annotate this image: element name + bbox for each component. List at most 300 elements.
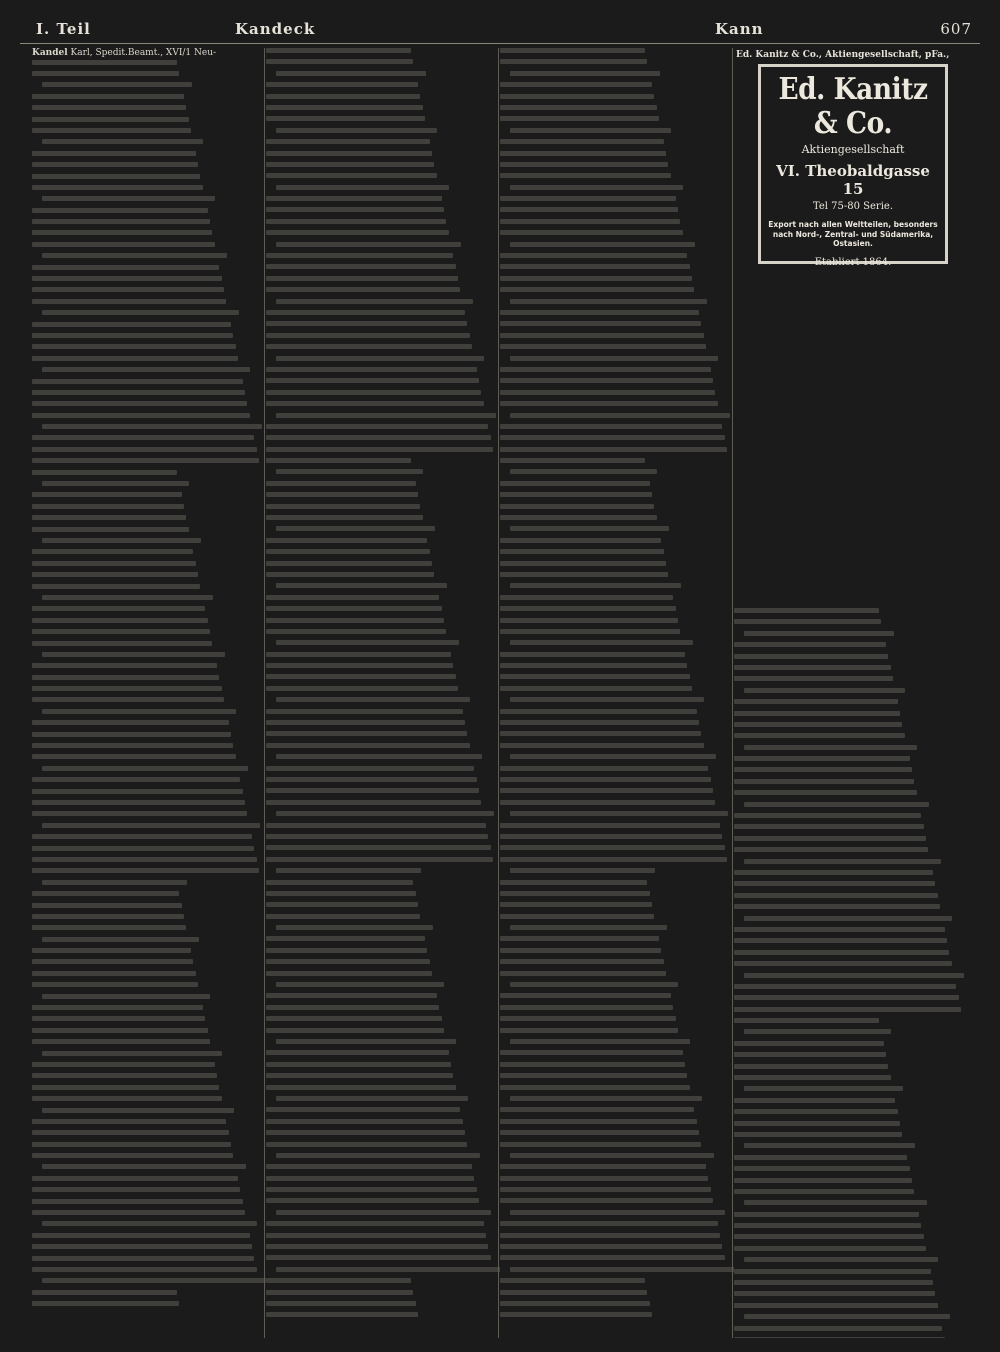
illegible-entry-line [266, 378, 479, 383]
illegible-entry-line [32, 606, 205, 611]
illegible-entry-line [500, 971, 666, 976]
illegible-entry-line [500, 1107, 694, 1112]
ad-subtitle: Aktiengesellschaft [801, 143, 905, 156]
illegible-entry-line [500, 1050, 683, 1055]
illegible-entry-line [266, 709, 463, 714]
illegible-entry-line [510, 1210, 725, 1215]
illegible-entry-line [500, 162, 668, 167]
illegible-entry-line [500, 105, 657, 110]
ad-established: Etabliert 1864. [814, 256, 892, 268]
illegible-entry-line [734, 779, 914, 784]
illegible-entry-line [266, 788, 479, 793]
illegible-entry-line [32, 948, 191, 953]
illegible-entry-line [266, 219, 446, 224]
illegible-entry-line [500, 959, 664, 964]
illegible-entry-line [32, 903, 182, 908]
illegible-entry-line [734, 665, 891, 670]
illegible-entry-line [500, 59, 647, 64]
illegible-entry-line [500, 800, 715, 805]
illegible-entry-line [32, 128, 191, 133]
illegible-entry-line [734, 1280, 933, 1285]
illegible-entry-line [266, 1278, 411, 1283]
page-header [20, 18, 980, 44]
illegible-entry-line [266, 766, 474, 771]
illegible-entry-line [500, 1062, 685, 1067]
illegible-entry-line [734, 1223, 921, 1228]
illegible-entry-line [500, 481, 650, 486]
illegible-entry-line [500, 287, 694, 292]
illegible-entry-line [42, 1051, 222, 1056]
right-catchword: Kann [715, 20, 764, 38]
illegible-entry-line [266, 663, 453, 668]
illegible-entry-line [32, 732, 231, 737]
illegible-entry-line [42, 1164, 246, 1169]
illegible-entry-line [266, 674, 456, 679]
illegible-entry-line [500, 606, 676, 611]
illegible-entry-line [276, 356, 484, 361]
illegible-entry-line [266, 606, 442, 611]
illegible-entry-line [32, 447, 257, 452]
illegible-entry-line [734, 1052, 886, 1057]
illegible-entry-line [276, 413, 496, 418]
illegible-entry-line [266, 595, 439, 600]
illegible-entry-line [266, 1085, 456, 1090]
illegible-entry-line [734, 1132, 902, 1137]
illegible-entry-line [734, 1212, 919, 1217]
illegible-entry-line [276, 925, 433, 930]
left-catchword: Kandeck [235, 20, 316, 38]
illegible-entry-line [500, 845, 725, 850]
illegible-entry-line [266, 936, 425, 941]
illegible-entry-line [32, 1142, 231, 1147]
illegible-entry-line [510, 1267, 734, 1272]
illegible-entry-line [32, 94, 184, 99]
illegible-entry-line [500, 515, 657, 520]
illegible-entry-line [32, 230, 212, 235]
illegible-entry-line [266, 1176, 474, 1181]
illegible-entry-line [32, 1210, 245, 1215]
illegible-entry-line [266, 993, 437, 998]
advertisement-box [758, 64, 948, 268]
illegible-entry-line [32, 641, 212, 646]
illegible-entry-line [32, 379, 243, 384]
illegible-entry-line [32, 413, 250, 418]
illegible-entry-line [744, 1029, 891, 1034]
illegible-entry-line [734, 927, 945, 932]
illegible-entry-line [734, 950, 949, 955]
illegible-entry-line [266, 458, 411, 463]
illegible-entry-line [266, 1142, 467, 1147]
illegible-entry-line [500, 538, 661, 543]
illegible-entry-line [500, 492, 652, 497]
illegible-entry-line [42, 253, 227, 258]
illegible-entry-line [500, 1119, 697, 1124]
illegible-entry-line [734, 767, 912, 772]
illegible-entry-line [266, 902, 418, 907]
illegible-entry-line [266, 230, 449, 235]
illegible-entry-line [734, 984, 956, 989]
illegible-entry-line [42, 481, 189, 486]
illegible-entry-line [266, 618, 444, 623]
illegible-entry-line [32, 1039, 210, 1044]
illegible-entry-line [500, 914, 654, 919]
illegible-entry-line [266, 424, 488, 429]
illegible-entry-line [32, 1244, 252, 1249]
illegible-entry-line [500, 1198, 713, 1203]
illegible-entry-line [500, 595, 673, 600]
illegible-entry-line [500, 333, 704, 338]
illegible-entry-line [266, 59, 413, 64]
illegible-entry-line [266, 1016, 442, 1021]
illegible-entry-line [500, 1085, 690, 1090]
illegible-entry-line [32, 71, 179, 76]
illegible-entry-line [266, 1119, 463, 1124]
illegible-entry-line [500, 618, 678, 623]
illegible-entry-line [266, 196, 442, 201]
illegible-entry-line [42, 1108, 234, 1113]
illegible-entry-line [266, 834, 488, 839]
illegible-entry-line [500, 936, 659, 941]
illegible-entry-line [276, 697, 470, 702]
illegible-entry-line [32, 1267, 257, 1272]
illegible-entry-line [500, 823, 720, 828]
illegible-entry-line [500, 1255, 725, 1260]
illegible-entry-line [266, 264, 456, 269]
illegible-entry-line [734, 836, 926, 841]
illegible-entry-line [32, 777, 240, 782]
illegible-entry-line [266, 401, 484, 406]
illegible-entry-line [734, 893, 938, 898]
illegible-entry-line [32, 344, 236, 349]
illegible-entry-line [266, 1130, 465, 1135]
illegible-entry-line [32, 618, 208, 623]
illegible-entry-line [500, 151, 666, 156]
illegible-entry-line [266, 310, 465, 315]
illegible-entry-line [500, 1187, 711, 1192]
illegible-entry-line [266, 1255, 491, 1260]
illegible-entry-line [510, 811, 728, 816]
illegible-entry-line [266, 686, 458, 691]
illegible-entry-line [500, 777, 711, 782]
illegible-entry-line [500, 891, 650, 896]
illegible-entry-line [500, 424, 722, 429]
illegible-entry-line [266, 435, 491, 440]
illegible-entry-line [500, 1164, 706, 1169]
illegible-entry-line [500, 766, 708, 771]
illegible-entry-line [500, 572, 668, 577]
illegible-entry-line [266, 276, 458, 281]
illegible-entry-line [500, 48, 645, 53]
illegible-entry-line [500, 902, 652, 907]
illegible-entry-line [734, 1064, 888, 1069]
illegible-entry-line [266, 720, 465, 725]
entry-name: Kandel [32, 48, 68, 58]
illegible-entry-line [500, 447, 727, 452]
illegible-entry-line [32, 1130, 229, 1135]
illegible-entry-line [276, 1267, 500, 1272]
illegible-entry-line [500, 857, 727, 862]
illegible-entry-line [42, 595, 213, 600]
illegible-entry-line [276, 1153, 480, 1158]
illegible-entry-line [32, 504, 184, 509]
illegible-entry-line [500, 435, 725, 440]
illegible-entry-line [500, 401, 718, 406]
illegible-entry-line [266, 959, 430, 964]
illegible-entry-line [32, 971, 196, 976]
ad-telephone: Tel 75-80 Serie. [812, 201, 894, 212]
illegible-entry-line [32, 287, 224, 292]
illegible-entry-line [32, 982, 198, 987]
illegible-entry-line [42, 139, 203, 144]
illegible-entry-line [510, 356, 718, 361]
directory-entry [32, 48, 266, 60]
illegible-entry-line [32, 1176, 238, 1181]
illegible-entry-line [266, 629, 446, 634]
illegible-entry-line [276, 71, 426, 76]
part-label: I. Teil [36, 20, 91, 38]
illegible-entry-line [744, 688, 905, 693]
illegible-entry-line [276, 1096, 468, 1101]
illegible-entry-line [266, 116, 425, 121]
illegible-entry-line [266, 857, 493, 862]
illegible-entry-line [734, 608, 879, 613]
illegible-entry-line [42, 766, 248, 771]
illegible-entry-line [276, 469, 423, 474]
illegible-entry-line [32, 265, 219, 270]
illegible-entry-line [734, 1098, 895, 1103]
illegible-entry-line [32, 754, 236, 759]
illegible-entry-line [32, 492, 182, 497]
illegible-entry-line [734, 1166, 910, 1171]
illegible-entry-line [510, 1039, 690, 1044]
illegible-entry-line [32, 1119, 226, 1124]
illegible-entry-line [500, 1244, 722, 1249]
illegible-entry-line [32, 299, 226, 304]
illegible-entry-line [500, 173, 671, 178]
illegible-entry-line [500, 743, 704, 748]
advertisement-heading: Ed. Kanitz & Co., Aktiengesellschaft, pFa., [736, 50, 950, 60]
illegible-entry-line [266, 538, 427, 543]
illegible-entry-line [734, 824, 924, 829]
illegible-entry-line [42, 709, 236, 714]
illegible-entry-line [276, 754, 482, 759]
illegible-entry-line [500, 1312, 652, 1317]
illegible-entries [500, 48, 734, 1317]
illegible-entry-line [734, 1041, 884, 1046]
illegible-entry-line [734, 1246, 926, 1251]
illegible-entry-line [32, 1199, 243, 1204]
illegible-entry-line [734, 1018, 879, 1023]
illegible-entry-line [734, 733, 905, 738]
illegible-entry-line [42, 367, 250, 372]
illegible-entry-line [32, 857, 257, 862]
illegible-entry-line [32, 1096, 222, 1101]
illegible-entry-line [276, 526, 435, 531]
illegible-entry-line [510, 413, 730, 418]
illegible-entry-line [276, 640, 459, 645]
illegible-entry-line [266, 333, 470, 338]
illegible-entry-line [266, 1073, 453, 1078]
illegible-entry-line [266, 1221, 484, 1226]
illegible-entry-line [32, 333, 233, 338]
illegible-entry-line [276, 811, 494, 816]
illegible-entry-line [500, 663, 687, 668]
ad-address: VI. Theobaldgasse 15 [776, 162, 930, 198]
illegible-entry-line [510, 868, 655, 873]
illegible-entry-line [266, 367, 477, 372]
illegible-entry-line [510, 299, 707, 304]
illegible-entry-line [32, 834, 252, 839]
illegible-entry-line [734, 1269, 931, 1274]
illegible-entry-line [32, 1153, 233, 1158]
illegible-entry-line [266, 321, 467, 326]
illegible-entry-line [734, 756, 910, 761]
illegible-entry-line [266, 1233, 486, 1238]
illegible-entry-line [32, 697, 224, 702]
illegible-entry-line [734, 1109, 898, 1114]
illegible-entry-line [42, 82, 192, 87]
illegible-entry-line [500, 276, 692, 281]
illegible-entry-line [734, 938, 947, 943]
illegible-entry-line [32, 686, 222, 691]
illegible-entry-line [32, 185, 203, 190]
illegible-entry-line [266, 344, 472, 349]
illegible-entry-line [276, 1039, 456, 1044]
illegible-entry-line [276, 299, 473, 304]
illegible-entry-line [276, 242, 461, 247]
illegible-entry-line [32, 663, 217, 668]
illegible-entry-line [734, 676, 893, 681]
illegible-entry-line [276, 868, 421, 873]
illegible-entry-line [500, 629, 680, 634]
illegible-entry-line [500, 1005, 673, 1010]
illegible-entry-line [500, 219, 680, 224]
illegible-entry-line [266, 731, 467, 736]
illegible-entry-line [734, 1291, 935, 1296]
illegible-entry-line [500, 993, 671, 998]
illegible-entry-line [500, 1290, 647, 1295]
illegible-entry-line [32, 1005, 203, 1010]
illegible-entry-line [32, 470, 177, 475]
illegible-entry-line [500, 1278, 645, 1283]
illegible-entry-line [500, 674, 690, 679]
illegible-entry-line [32, 356, 238, 361]
illegible-entry-line [32, 435, 254, 440]
illegible-entry-line [32, 174, 200, 179]
illegible-entry-line [500, 1233, 720, 1238]
illegible-entry-line [510, 128, 671, 133]
illegible-entry-line [734, 1075, 891, 1080]
illegible-entry-line [32, 561, 196, 566]
illegible-entry-line [510, 925, 667, 930]
illegible-entry-line [734, 1189, 914, 1194]
illegible-entry-line [32, 276, 222, 281]
illegible-entry-line [500, 880, 647, 885]
illegible-entry-line [266, 1198, 479, 1203]
illegible-entry-line [32, 549, 193, 554]
illegible-entry-line [32, 401, 247, 406]
illegible-entry-line [500, 709, 697, 714]
illegible-entry-line [734, 813, 921, 818]
illegible-entry-line [734, 699, 898, 704]
illegible-entry-line [32, 868, 259, 873]
illegible-entry-line [510, 697, 704, 702]
illegible-entry-line [734, 642, 886, 647]
illegible-entry-line [42, 652, 225, 657]
illegible-entry-line [32, 117, 189, 122]
illegible-entry-line [500, 1028, 678, 1033]
illegible-entry-line [510, 71, 660, 76]
illegible-entry-line [510, 1096, 702, 1101]
illegible-entry-line [32, 242, 215, 247]
illegible-entry-line [500, 1130, 699, 1135]
illegible-entry-line [42, 994, 210, 999]
illegible-entry-line [32, 162, 198, 167]
illegible-entry-line [266, 162, 434, 167]
illegible-entry-line [500, 1221, 718, 1226]
illegible-entry-line [734, 847, 928, 852]
illegible-entry-line [500, 788, 713, 793]
directory-column-1 [32, 48, 266, 1338]
illegible-entry-line [266, 82, 418, 87]
illegible-entry-line [266, 253, 453, 258]
illegible-entry-line [266, 1301, 416, 1306]
illegible-entry-line [734, 711, 900, 716]
illegible-entry-line [500, 1301, 650, 1306]
illegible-entry-line [500, 1142, 701, 1147]
illegible-entry-line [744, 916, 952, 921]
illegible-entry-line [500, 230, 683, 235]
illegible-entry-line [744, 859, 941, 864]
illegible-entry-line [734, 1121, 900, 1126]
illegible-entry-line [500, 310, 699, 315]
illegible-entry-line [500, 196, 676, 201]
illegible-entry-line [500, 264, 690, 269]
illegible-entry-line [266, 390, 481, 395]
illegible-entry-line [42, 823, 260, 828]
illegible-entry-line [266, 139, 430, 144]
illegible-entry-line [32, 925, 186, 930]
illegible-entry-line [734, 1007, 961, 1012]
illegible-entry-line [744, 631, 894, 636]
illegible-entry-line [734, 722, 902, 727]
illegible-entry-line [500, 321, 701, 326]
ad-export-note: Export nach allen Weltteilen, besonders nach Nord-, Zentral- und Südamerika, Ostasien. [768, 220, 938, 248]
illegible-entry-line [32, 846, 254, 851]
illegible-entry-line [32, 1062, 215, 1067]
directory-column-2 [266, 48, 500, 1338]
page-number: 607 [940, 20, 972, 38]
illegible-entry-line [266, 914, 420, 919]
entry-text: Karl, Spedit.Beamt., XVI/1 Neu- [70, 48, 217, 58]
illegible-entry-line [510, 469, 657, 474]
illegible-entry-line [500, 731, 701, 736]
illegible-entries [734, 608, 968, 1338]
illegible-entry-line [500, 720, 699, 725]
illegible-entry-line [734, 870, 933, 875]
illegible-entry-line [266, 1028, 444, 1033]
illegible-entry-line [42, 937, 199, 942]
illegible-entry-line [42, 196, 215, 201]
illegible-entry-line [32, 572, 198, 577]
illegible-entry-line [266, 1050, 449, 1055]
illegible-entry-line [500, 652, 685, 657]
illegible-entries [266, 48, 500, 1317]
illegible-entry-line [734, 881, 935, 886]
illegible-entry-line [734, 1326, 942, 1331]
illegible-entry-line [32, 1233, 250, 1238]
illegible-entry-line [266, 48, 411, 53]
